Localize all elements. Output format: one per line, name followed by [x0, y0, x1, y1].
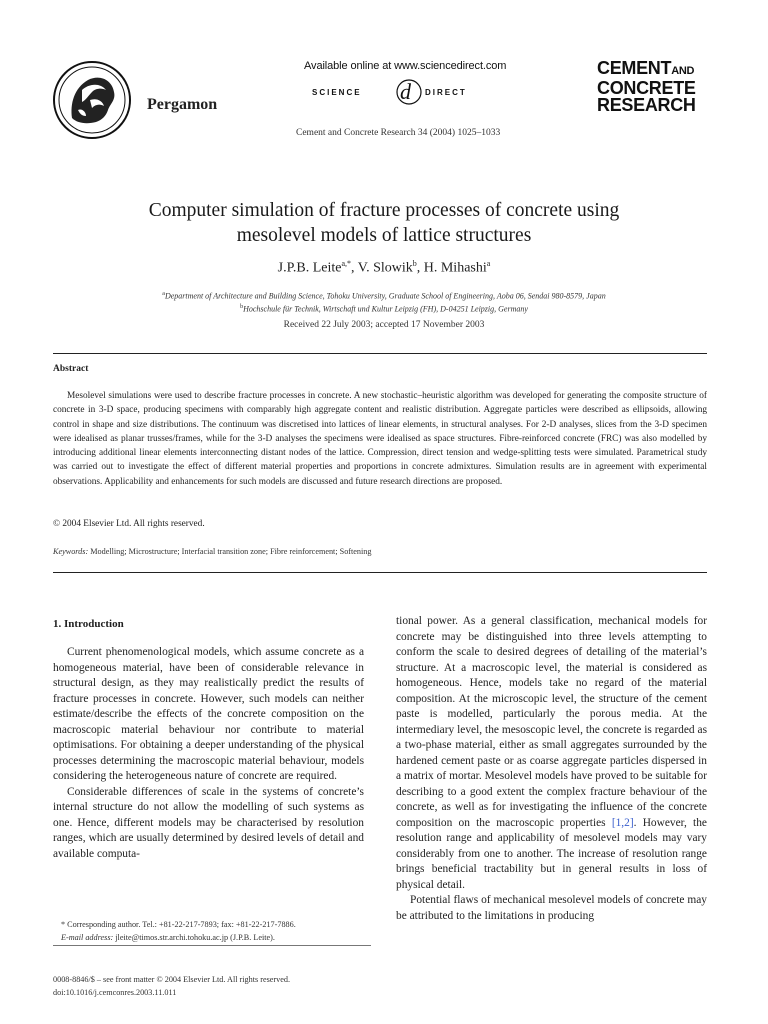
title-line: Computer simulation of fracture processes of concrete using — [148, 200, 620, 221]
keywords — [53, 547, 707, 556]
abstract-text: Mesolevel simulations were used to describe fracture processes in concrete. A new stochastic–heuristic algorithm was developed for generating the composite structure of concrete in 3-D space, producing specimens with comparably high aggregate content and realistic distribution. Aggregate particles were described as ellipsoids, allowing control in shape and size distributions. The continuum was discretised into lattices of linear elements, in structural analyses. For 2-D analyses, slices from the 3-D specimen were idealised as planar trusses/frames, while for the 3-D analyses the specimens were idealised as space structures. Fibre-reinforced concrete (FRC) was also modelled by introducing additional linear elements interconnecting distant nodes of the lattice. Compression, direct tension and wedge-splitting tests were simulated. Parametrical study was carried out to investigate the effect of different material properties and proportions in concrete admixtures. Simulation results are in agreement with experimental observations. Applicability and enhancements for such models are discussed and future research directions are proposed. — [53, 391, 707, 487]
journal-brand-word: AND — [671, 65, 695, 77]
paragraph: Potential flaws of mechanical mesolevel models of concrete may be attributed to the limitations in producing — [396, 894, 707, 922]
citation-link[interactable]: [1,2] — [611, 816, 634, 829]
keywords-text: Modelling; Microstructure; Interfacial transition zone; Fibre reinforcement; Softening — [90, 547, 372, 556]
footnote-divider — [53, 945, 371, 946]
divider — [53, 572, 707, 573]
issn-line: 0008-8846/$ – see front matter © 2004 Elsevier Ltd. All rights reserved. — [53, 975, 291, 984]
paragraph: Considerable differences of scale in the systems of concrete’s internal structure do not allow the modelling of such systems as one. Hence, different models may be characterised by resolution ranges, which are usually determined by desired levels of detail and available computa- — [53, 785, 364, 860]
sd-right-text: DIRECT — [425, 88, 467, 97]
sd-left-text: SCIENCE — [312, 88, 362, 97]
title-line: mesolevel models of lattice structures — [236, 225, 532, 246]
footnote — [53, 919, 369, 944]
affiliation: $^a$Department of Architecture and Building Science, Tohoku University, Graduate School of Engineering, Aoba 06, Sendai 980-8579, Japan — [162, 291, 606, 301]
copyright-notice: © 2004 Elsevier Ltd. All rights reserved. — [53, 519, 205, 529]
journal-reference: Cement and Concrete Research 34 (2004) 1025–1033 — [296, 128, 501, 138]
journal-brand-word: CEMENT — [597, 58, 672, 78]
keywords-label: Keywords: — [53, 547, 89, 556]
author-name: V. Slowik — [357, 260, 413, 276]
author-name: J.P.B. Leite — [277, 260, 342, 276]
paragraph: Current phenomenological models, which assume concrete as a homogeneous material, have been of considerable relevance in structural design, as they may realistically predict the results of fracture processes in concrete. However, such models can neither estimate/describe the effects of the concrete composition on the macroscopic material behaviour nor contribute to material optimisations. For obtaining a deeper understanding of the physical processes determining the macroscopic material behaviour, models considering the heterogeneous nature of concrete are required. — [53, 646, 364, 782]
sciencedirect-logo — [312, 78, 512, 106]
email-address[interactable]: jleite@timos.str.archi.tohoku.ac.jp (J.P.B. Leite). — [115, 932, 275, 942]
paragraph: tional power. As a general classification, mechanical models for concrete may be distinguished into three levels attempting to conform the scale to desired degrees of detailing of the material’s structure. At a macroscopic level, the material is considered as homogeneous. Hence, models take no regard of the material composition. At the microscopic level, the structure of the cement paste is modelled, particularly the porous media. At the intermediary level, the mesoscopic level, the concrete is regarded as a two-phase material, either as small aggregates surrounded by the hardened cement paste or as coarse aggregate particles dispersed in a matrix of mortar. Mesolevel models have proved to be suitable for describing to a good extent the complex fracture behaviour of the concrete, as well as for investigating the influence of the concrete composition on the macroscopic properties [1,2]. However, the resolution range and applicability of mesolevel models may vary considerably from one to another. The increase of resolution range brings beneficial tractability but in general results in loss of physical detail. — [396, 615, 707, 891]
publisher-name: Pergamon — [147, 96, 218, 113]
publisher-logo — [52, 60, 132, 140]
journal-brand-word: CONCRETE — [597, 78, 696, 98]
body-column-left — [53, 645, 364, 862]
email-label: E-mail address: — [61, 932, 114, 942]
journal-brand-word: RESEARCH — [597, 95, 696, 115]
available-online-text: Available online at www.sciencedirect.com — [304, 60, 507, 72]
received-dates: Received 22 July 2003; accepted 17 November 2003 — [283, 320, 485, 330]
abstract-heading: Abstract — [53, 364, 89, 374]
author-list: J.P.B. Leite$^{a,*}$, V. Slowik$^b$, H. Mihashi$^a$ — [277, 259, 491, 276]
corresponding-author-note: * Corresponding author. Tel.: +81-22-217-7893; fax: +81-22-217-7886. — [61, 920, 296, 929]
author-affiliation-mark: b — [412, 259, 417, 268]
journal-brand-logo — [597, 60, 709, 114]
divider — [53, 353, 707, 354]
paper-title — [0, 198, 768, 248]
author-name: H. Mihashi — [423, 260, 487, 276]
doi-line[interactable]: doi:10.1016/j.cemconres.2003.11.011 — [53, 988, 177, 997]
body-column-right — [396, 614, 707, 924]
author-affiliation-mark: a,* — [341, 259, 352, 268]
affiliation: $^b$Hochschule für Technik, Wirtschaft und Kultur Leipzig (FH), D-04251 Leipzig, Germany — [240, 304, 528, 314]
author-affiliation-mark: a — [486, 259, 491, 268]
section-heading: 1. Introduction — [53, 618, 124, 630]
svg-text:d: d — [400, 79, 411, 104]
